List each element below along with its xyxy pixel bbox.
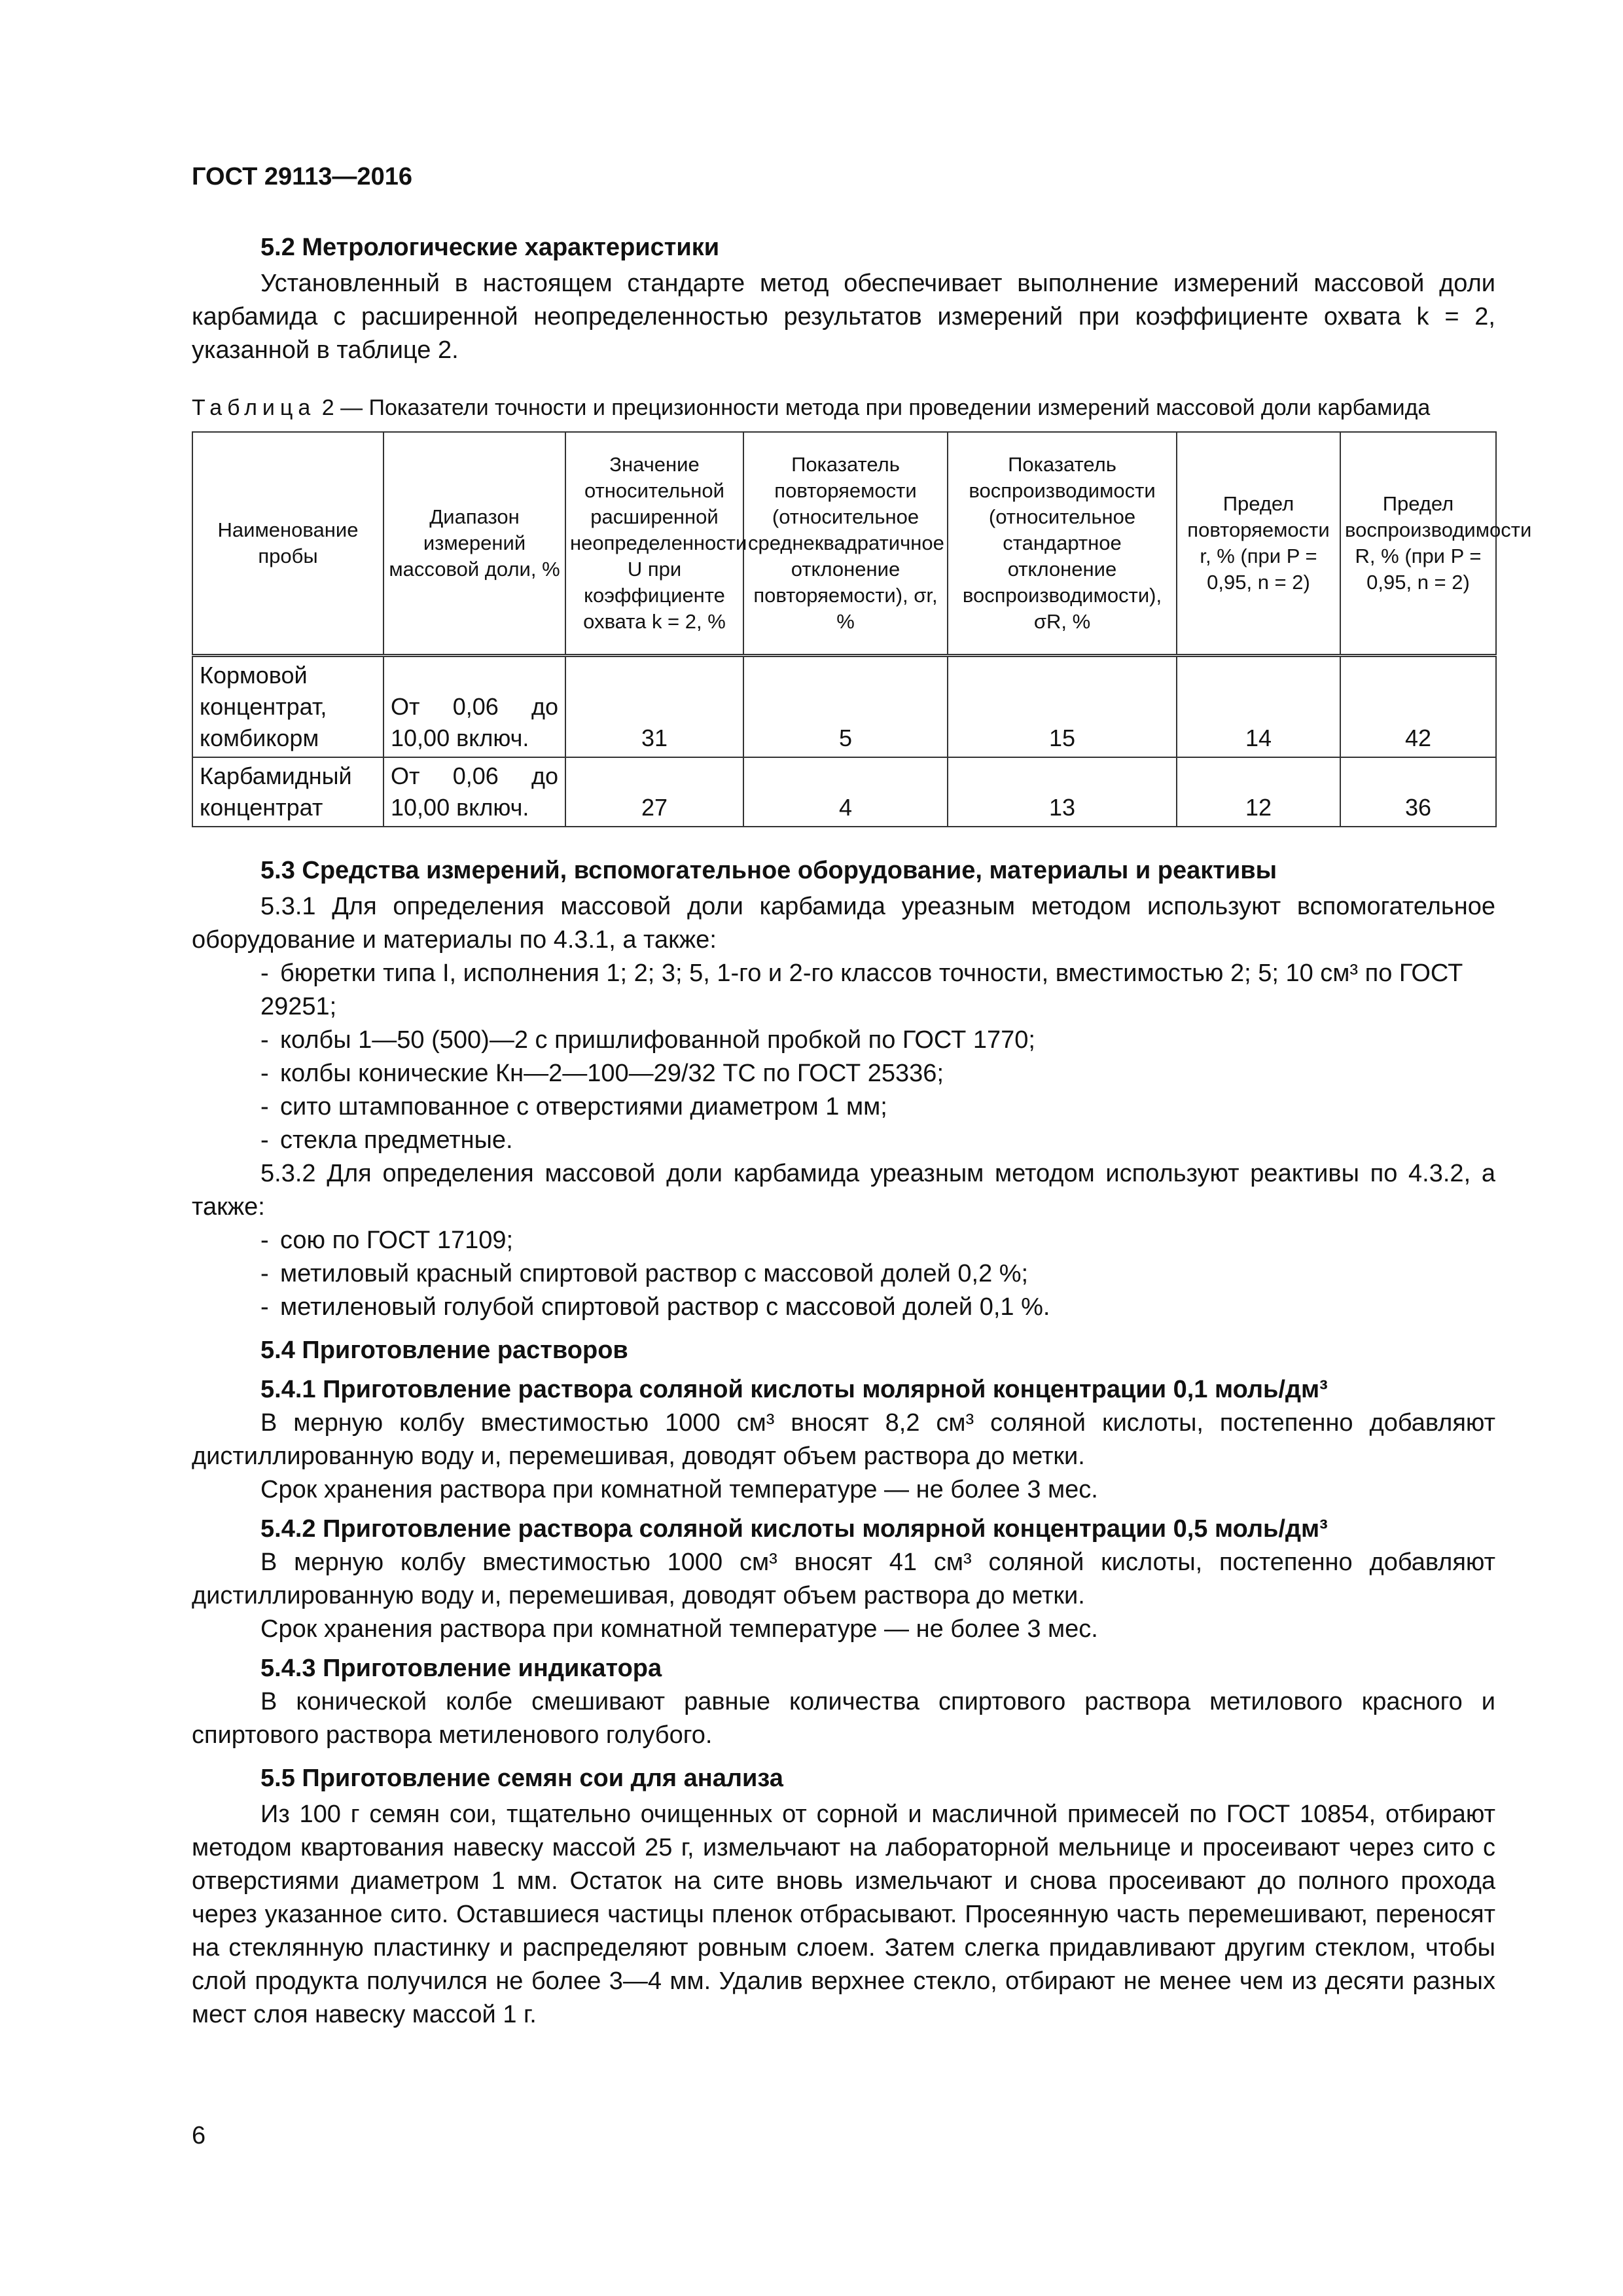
- section-5-2-paragraph: Установленный в настоящем стандарте метод обеспечивает выполнение измерений массовой доли карбамида с расширенной неопределенностью результатов измерений при коэффициенте охвата k = 2, указанной в таблице 2.: [192, 270, 1495, 364]
- cell-uncertainty: 27: [565, 757, 743, 827]
- cell-reproducibility-index: 15: [948, 656, 1177, 758]
- section-5-2-title: 5.2 Метрологические характеристики: [260, 234, 720, 261]
- section-5-5-title: 5.5 Приготовление семян сои для анализа: [260, 1765, 783, 1792]
- header-range: Диапазон измерений массовой доли, %: [383, 432, 565, 656]
- header-repeatability-index: Показатель повторяемости (относительное среднеквадратичное отклонение повторяемости), σr, %: [743, 432, 948, 656]
- cell-sample-name: Кормовой концентрат, комбикорм: [192, 656, 383, 758]
- page-content: [192, 160, 1532, 2032]
- section-5-4-2-title: 5.4.2 Приготовление раствора соляной кислоты молярной концентрации 0,5 моль/дм³: [260, 1515, 1328, 1543]
- header-repeatability-limit: Предел повторяемости r, % (при P = 0,95, n = 2): [1177, 432, 1340, 656]
- list-item: - метиленовый голубой спиртовой раствор с массовой долей 0,1 %.: [260, 1293, 1050, 1321]
- section-5-4-3-paragraph: В конической колбе смешивают равные количества спиртового раствора метилового красного и спиртового раствора метиленового голубого.: [192, 1688, 1495, 1749]
- section-5-4-title: 5.4 Приготовление растворов: [260, 1336, 628, 1364]
- list-item: - колбы 1—50 (500)—2 с пришлифованной пробкой по ГОСТ 1770;: [260, 1026, 1035, 1054]
- cell-repeatability-index: 5: [743, 656, 948, 758]
- list-item: - метиловый красный спиртовой раствор с массовой долей 0,2 %;: [260, 1260, 1029, 1287]
- list-item: - бюретки типа I, исполнения 1; 2; 3; 5, 1-го и 2-го классов точности, вместимостью 2; 5; 10 см³ по ГОСТ 29251;: [260, 960, 1463, 1020]
- table-caption: [192, 393, 1495, 422]
- header-sample-name: Наименование пробы: [192, 432, 383, 656]
- section-5-4-3-title: 5.4.3 Приготовление индикатора: [260, 1655, 662, 1682]
- cell-sample-name: Карбамидный концентрат: [192, 757, 383, 827]
- section-5-3-1-paragraph: 5.3.1 Для определения массовой доли карбамида уреазным методом используют вспомогательное оборудование и материалы по 4.3.1, а также:: [192, 893, 1495, 954]
- header-reproducibility-index: Показатель воспроизводимости (относительное стандартное отклонение воспроизводимости), σR, %: [948, 432, 1177, 656]
- table-header-row: [192, 432, 1496, 656]
- section-5-5-paragraph: Из 100 г семян сои, тщательно очищенных от сорной и масличной примесей по ГОСТ 10854, отбирают методом квартования навеску массой 25 г, измельчают на лабораторной мельнице и просеивают через сито с отверстиями диаметром 1 мм. Остаток на сите вновь измельчают и снова просеивают до полного прохода через указанное сито. Оставшиеся частицы пленок отбрасывают. Просеянную часть перемешивают, переносят на стеклянную пластинку и распределяют ровным слоем. Затем слегка придавливают другим стеклом, чтобы слой продукта получился не более 3—4 мм. Удалив верхнее стекло, отбирают не менее чем из десяти разных мест слоя навеску массой 1 г.: [192, 1801, 1495, 2028]
- precision-table: [192, 431, 1532, 827]
- cell-reproducibility-index: 13: [948, 757, 1177, 827]
- document-header: ГОСТ 29113—2016: [192, 163, 412, 190]
- list-item: - колбы конические Кн—2—100—29/32 ТС по ГОСТ 25336;: [260, 1060, 944, 1087]
- section-5-4-1-storage: Срок хранения раствора при комнатной температуре — не более 3 мес.: [260, 1476, 1098, 1503]
- section-5-4-2-storage: Срок хранения раствора при комнатной температуре — не более 3 мес.: [260, 1615, 1098, 1643]
- table-row: [192, 757, 1496, 827]
- cell-repeatability-limit: 14: [1177, 656, 1340, 758]
- section-5-4-1-paragraph: В мерную колбу вместимостью 1000 см³ вносят 8,2 см³ соляной кислоты, постепенно добавляют дистиллированную воду и, перемешивая, доводят объем раствора до метки.: [192, 1409, 1495, 1470]
- header-uncertainty: Значение относительной расширенной неопределенности U при коэффициенте охвата k = 2, %: [565, 432, 743, 656]
- table-caption-label: Таблица: [192, 395, 316, 420]
- header-reproducibility-limit: Предел воспроизводимости R, % (при P = 0,95, n = 2): [1340, 432, 1496, 656]
- list-item: - стекла предметные.: [260, 1126, 513, 1154]
- section-5-4-2-paragraph: В мерную колбу вместимостью 1000 см³ вносят 41 см³ соляной кислоты, постепенно добавляют дистиллированную воду и, перемешивая, доводят объем раствора до метки.: [192, 1549, 1495, 1609]
- list-item: - сою по ГОСТ 17109;: [260, 1227, 514, 1254]
- cell-repeatability-limit: 12: [1177, 757, 1340, 827]
- page-number: 6: [192, 2122, 206, 2149]
- cell-repeatability-index: 4: [743, 757, 948, 827]
- cell-reproducibility-limit: 36: [1340, 757, 1496, 827]
- section-5-3-title: 5.3 Средства измерений, вспомогательное оборудование, материалы и реактивы: [260, 857, 1277, 884]
- section-5-4-1-title: 5.4.1 Приготовление раствора соляной кислоты молярной концентрации 0,1 моль/дм³: [260, 1376, 1328, 1403]
- cell-range: От 0,06 до 10,00 включ.: [383, 757, 565, 827]
- cell-range: От 0,06 до 10,00 включ.: [383, 656, 565, 758]
- table-row: [192, 656, 1496, 758]
- list-item: - сито штампованное с отверстиями диаметром 1 мм;: [260, 1093, 887, 1121]
- table-caption-text: 2 — Показатели точности и прецизионности метода при проведении измерений массовой доли карбамида: [315, 395, 1431, 420]
- cell-reproducibility-limit: 42: [1340, 656, 1496, 758]
- section-5-3-2-paragraph: 5.3.2 Для определения массовой доли карбамида уреазным методом используют реактивы по 4.3.2, а также:: [192, 1160, 1495, 1221]
- cell-uncertainty: 31: [565, 656, 743, 758]
